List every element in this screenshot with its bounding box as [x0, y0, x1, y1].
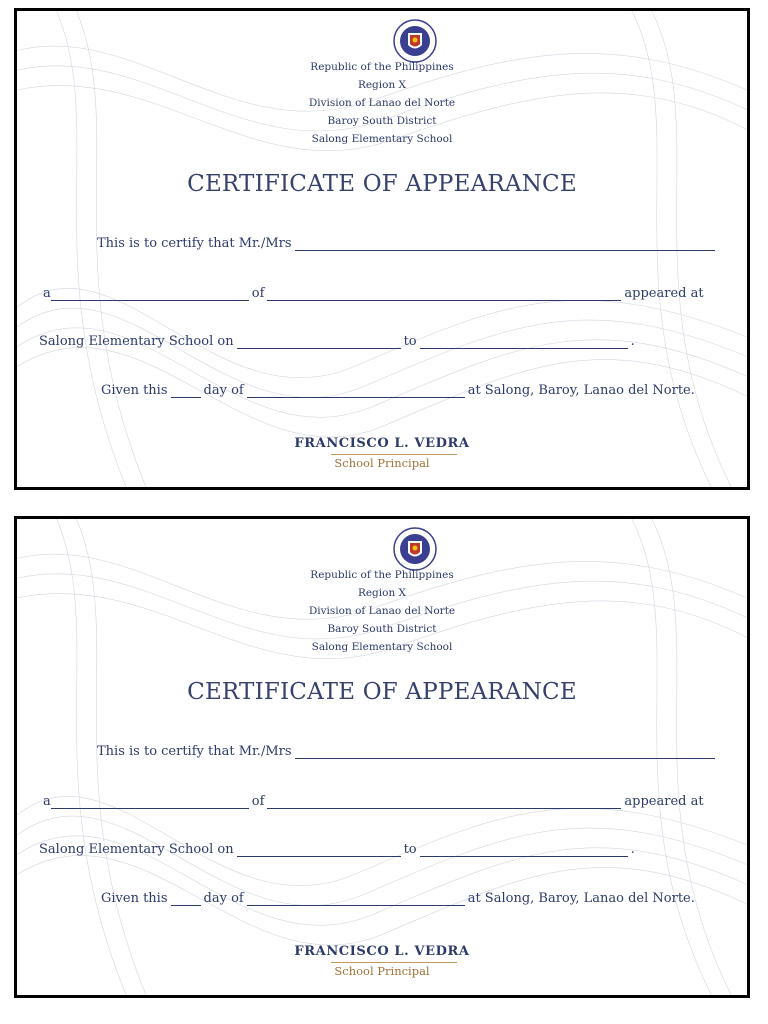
- name-blank[interactable]: [295, 238, 715, 251]
- appeared-label: appeared at: [624, 794, 704, 809]
- certificate-title: CERTIFICATE OF APPEARANCE: [187, 171, 577, 197]
- signature-line: [331, 962, 457, 963]
- office-blank[interactable]: [267, 288, 621, 301]
- header-country: Republic of the Philippines: [310, 569, 454, 581]
- certificate-card: [14, 8, 750, 490]
- date-line: [39, 334, 635, 349]
- date-line: [39, 842, 635, 857]
- position-line: [43, 794, 704, 809]
- name-blank[interactable]: [295, 746, 715, 759]
- given-label: Given this: [101, 891, 168, 906]
- appeared-label: appeared at: [624, 286, 704, 301]
- position-blank[interactable]: [51, 796, 249, 809]
- signature-line: [331, 454, 457, 455]
- certify-line: [97, 236, 718, 251]
- position-prefix: a: [43, 286, 51, 301]
- date-to-blank[interactable]: [420, 336, 628, 349]
- period: .: [630, 842, 635, 857]
- school-on-label: Salong Elementary School on: [39, 334, 234, 349]
- header-region: Region X: [357, 587, 407, 599]
- certify-label: This is to certify that Mr./Mrs: [97, 744, 292, 759]
- signatory-role: School Principal: [334, 456, 430, 470]
- given-line: [101, 383, 695, 398]
- header-school: Salong Elementary School: [311, 133, 453, 145]
- date-to-blank[interactable]: [420, 844, 628, 857]
- day-of-label: day of: [203, 383, 244, 398]
- period: .: [630, 334, 635, 349]
- of-label: of: [251, 286, 265, 301]
- of-label: of: [251, 794, 265, 809]
- location-label: at Salong, Baroy, Lanao del Norte.: [467, 891, 695, 906]
- header-district: Baroy South District: [327, 115, 437, 127]
- date-from-blank[interactable]: [237, 336, 401, 349]
- signatory-name: FRANCISCO L. VEDRA: [294, 944, 470, 959]
- header-division: Division of Lanao del Norte: [308, 97, 456, 109]
- month-blank[interactable]: [247, 893, 465, 906]
- certify-label: This is to certify that Mr./Mrs: [97, 236, 292, 251]
- header-region: Region X: [357, 79, 407, 91]
- month-blank[interactable]: [247, 385, 465, 398]
- signatory-name: FRANCISCO L. VEDRA: [294, 436, 470, 451]
- day-of-label: day of: [203, 891, 244, 906]
- to-label: to: [403, 334, 417, 349]
- certificate-card: [14, 516, 750, 998]
- office-blank[interactable]: [267, 796, 621, 809]
- school-on-label: Salong Elementary School on: [39, 842, 234, 857]
- position-line: [43, 286, 704, 301]
- header-country: Republic of the Philippines: [310, 61, 454, 73]
- certify-line: [97, 744, 718, 759]
- deped-seal-icon: [393, 19, 437, 63]
- position-prefix: a: [43, 794, 51, 809]
- given-label: Given this: [101, 383, 168, 398]
- to-label: to: [403, 842, 417, 857]
- signatory-role: School Principal: [334, 964, 430, 978]
- deped-seal-icon: [393, 527, 437, 571]
- location-label: at Salong, Baroy, Lanao del Norte.: [467, 383, 695, 398]
- date-from-blank[interactable]: [237, 844, 401, 857]
- position-blank[interactable]: [51, 288, 249, 301]
- day-blank[interactable]: [171, 385, 201, 398]
- given-line: [101, 891, 695, 906]
- header-district: Baroy South District: [327, 623, 437, 635]
- header-school: Salong Elementary School: [311, 641, 453, 653]
- header-division: Division of Lanao del Norte: [308, 605, 456, 617]
- day-blank[interactable]: [171, 893, 201, 906]
- certificate-title: CERTIFICATE OF APPEARANCE: [187, 679, 577, 705]
